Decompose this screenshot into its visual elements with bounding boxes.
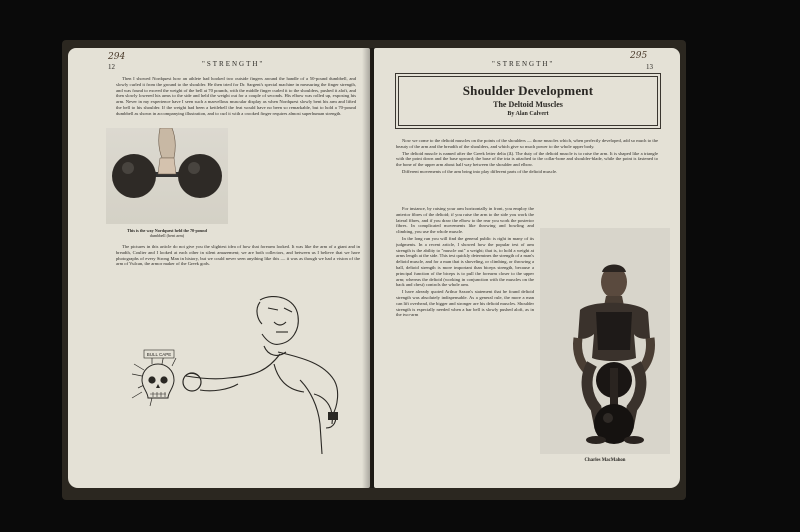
left-top-paragraph: Then I showed Nordquest how an athlete had hooked two outside fingers around the handle of a 50-pound dumbbell, and slowly curled it from the ground to the shoulder. He then tried for Dr. Sargent's special machine in measuring the finger strength, and was found to exceed the weight of the bell at 70 pounds, with the middle finger curled it to the shoulders, pushed it aloft, and then slowly lowered his arms to the side and held the weight out for a couple of seconds. His elbow was rolled up, exposing his arm. Never in my experience have I seen such a marvellous muscular display as when Nordquest slowly bent his arm and lifted the bell to his shoulder. If the weight had been a kettlebell the feat would have no been so remarkable, but to hold a 70-pound dumbbell as shown in accompanying illustration, and to curl it with a crooked finger requires almost superhuman strength. <box>116 76 356 116</box>
article-title-box <box>398 76 658 126</box>
page-number-left: 12 <box>108 63 115 71</box>
handwritten-page-number-left: 294 <box>108 52 126 62</box>
right-page <box>374 48 680 488</box>
left-second-paragraph: The pictures in this article do not give you the slightest idea of how that forearm looked. It was like the arm of a giant and in breadth, Coulter and I looked at each other in silent amazement; we are both collectors, and between us I believe that we have photographs of every Strong Man in history, but we could never seen anything like this — it was as though we had a vision of the arm of Vulcan, the armor maker of the Greek gods. <box>116 244 360 267</box>
article-title: Shoulder Development <box>462 83 594 98</box>
handwritten-page-number-right: 295 <box>630 51 648 61</box>
article-byline: By Alan Calvert <box>507 111 549 117</box>
left-page <box>68 48 370 488</box>
article-subtitle: The Deltoid Muscles <box>493 100 563 109</box>
boxing-cartoon-illustration <box>128 294 360 464</box>
dumbbell-photo-caption: This is the way Nordquest held the 70-pound dumbbell (bent arm) <box>127 228 207 238</box>
skull-label: BULL CAPE <box>146 352 172 357</box>
macmahon-photo <box>540 228 670 454</box>
intro-paragraphs: Now we come to the deltoid muscles on the points of the shoulders — those muscles which, when perfectly developed, add so much to the beauty of the arm and the breadth of the shoulders, and which give so much power to the whole upper body. The deltoid muscle is named after the Greek letter delta (Δ). The duty of the deltoid muscle is to raise the arm. It is shaped like a triangle with the point down and the base upward; the base of the tria is attached to the collar-bone and shoulder-blade, while the point is fastened to the bone of the upper arm about half way between the shoulder and elbow. Different movements of the arm bring into play different parts of the deltoid muscle. <box>396 138 658 174</box>
page-number-right: 13 <box>646 63 653 71</box>
running-head-left: "STRENGTH" <box>202 60 265 68</box>
macmahon-photo-caption: Charles MacMahon <box>584 458 626 463</box>
dumbbell-photo <box>106 128 228 224</box>
running-head-right: "STRENGTH" <box>492 60 555 68</box>
open-magazine <box>62 40 686 500</box>
article-column: For instance, by raising your arm horizontally in front, you employ the anterior fibres of the deltoid; if you raise the arm to the side you work the lateral fibres, and if you draw the elbow to the rear you work the posterior fibres. In complicated movements like throwing and bowling and climbing, you use the whole muscle. In the long run you will find the general public is right in many of its judgments. In a recent article, I showed how the popular test of arm strength is the ability to "muscle out" a weight; that is, to hold a weight at arms length at the side. This test quickly determines the strength of a man's deltoid muscle, and for a man that is shoveling, or climbing, or throwing a ball, deltoid strength is more important than biceps strength, because a principal function of the biceps is to pull the forearm closer to the upper arm; whereas the deltoid (working in conjunction with the muscles on the back and chest) controls the whole arm. I have already quoted Arthur Saxon's statement that he found deltoid strength was absolutely indispensable. As a general rule, the more a man can lift overhead, the bigger and stronger are his deltoid muscles. Shoulder strength is especially needed when a bar bell is slowly pushed aloft, as in the two-arm <box>396 206 534 318</box>
